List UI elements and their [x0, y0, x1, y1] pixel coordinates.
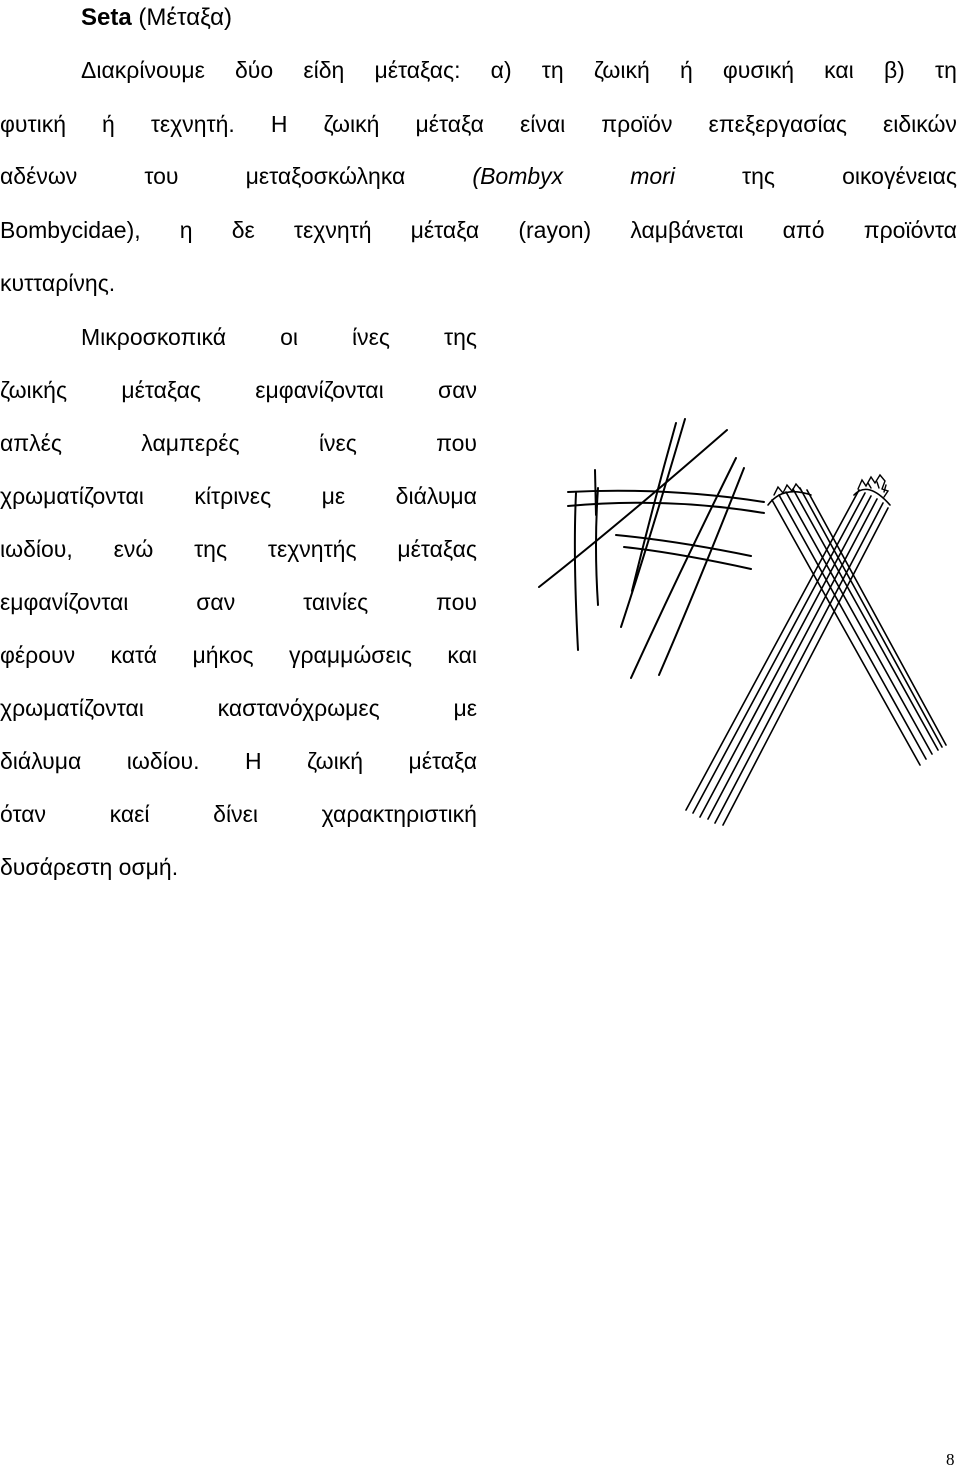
word: ιωδίου, — [0, 536, 73, 562]
word: οικογένειας — [842, 163, 957, 189]
word: με — [453, 695, 477, 721]
word: μέταξα — [408, 748, 477, 774]
word-italic: mori — [630, 163, 675, 189]
word: ίνες — [318, 430, 357, 456]
word: χρωματίζονται — [0, 483, 144, 509]
para1-line2 — [0, 109, 957, 139]
word: φυτική — [0, 111, 66, 137]
word: είδη — [303, 57, 345, 83]
word: εμφανίζονται — [0, 589, 129, 615]
para2-line7 — [0, 640, 477, 670]
word: κίτρινες — [194, 483, 272, 509]
word: καστανόχρωμες — [217, 695, 380, 721]
word: σαν — [196, 589, 236, 615]
word: ιωδίου. — [126, 748, 200, 774]
para2-line4 — [0, 481, 477, 511]
word: καεί — [109, 801, 150, 827]
para1-line1 — [81, 55, 957, 85]
word: μέταξας: — [374, 57, 461, 83]
word: που — [436, 430, 477, 456]
word: ζωική — [323, 111, 380, 137]
word: και — [824, 57, 854, 83]
natural-silk-fibers — [539, 419, 764, 678]
para2-line2 — [0, 375, 477, 405]
word: οι — [280, 324, 298, 350]
word: γραμμώσεις — [288, 642, 412, 668]
word: όταν — [0, 801, 47, 827]
para2-line11: δυσάρεστη οσμή. — [0, 854, 179, 880]
word: μεταξοσκώληκα — [245, 163, 406, 189]
word: Η — [270, 111, 288, 137]
heading-rest: (Μέταξα) — [131, 4, 233, 31]
word: προϊόν — [601, 111, 673, 137]
page-number: 8 — [946, 1450, 955, 1469]
word: β) — [883, 57, 905, 83]
word: της — [444, 324, 477, 350]
para2-line3 — [0, 428, 477, 458]
word: φυσική — [722, 57, 794, 83]
word: είναι — [520, 111, 566, 137]
word: ζωική — [307, 748, 363, 774]
para2-line6 — [0, 587, 477, 617]
word: που — [436, 589, 477, 615]
word: της — [194, 536, 228, 562]
word: η — [179, 217, 193, 243]
para2-line8 — [0, 693, 477, 723]
word: απλές — [0, 430, 63, 456]
word: προϊόντα — [863, 217, 957, 243]
word: αδένων — [0, 163, 78, 189]
word: Μικροσκοπικά — [81, 324, 227, 350]
word: ή — [102, 111, 115, 137]
word: μέταξα — [410, 217, 480, 243]
word: του — [144, 163, 179, 189]
word: ενώ — [113, 536, 154, 562]
word: με — [321, 483, 346, 509]
para2-line10 — [0, 799, 477, 829]
para2-line9 — [0, 746, 477, 776]
word-italic: (Bombyx — [472, 163, 564, 189]
word: χαρακτηριστική — [321, 801, 477, 827]
word: ίνες — [352, 324, 390, 350]
word: φέρουν — [0, 642, 76, 668]
word: τη — [541, 57, 564, 83]
para1-line5: κυτταρίνης. — [0, 270, 116, 296]
word: της — [742, 163, 775, 189]
word: σαν — [438, 377, 477, 403]
word: τεχνητή — [293, 217, 372, 243]
word: Διακρίνουμε — [81, 57, 205, 83]
para2-line5 — [0, 534, 477, 564]
word: Η — [244, 748, 262, 774]
word: κατά — [110, 642, 158, 668]
word: (rayon) — [518, 217, 592, 243]
word: μέταξας — [397, 536, 477, 562]
word: ειδικών — [882, 111, 957, 137]
artificial-silk-ribbons — [686, 488, 946, 825]
word: α) — [490, 57, 512, 83]
heading-bold: Seta — [81, 4, 132, 31]
word: μέταξας — [121, 377, 201, 403]
word: και — [447, 642, 477, 668]
para1-line4 — [0, 215, 957, 245]
word: τη — [934, 57, 957, 83]
word: από — [782, 217, 825, 243]
ribbon-frayed-ends — [774, 475, 888, 497]
word: λαμπερές — [141, 430, 240, 456]
word: εμφανίζονται — [255, 377, 384, 403]
word: χρωματίζονται — [0, 695, 144, 721]
word: τεχνητής — [267, 536, 357, 562]
word: ζωική — [593, 57, 650, 83]
word: μέταξα — [415, 111, 484, 137]
word: διάλυμα — [0, 748, 82, 774]
word: τεχνητή. — [150, 111, 235, 137]
word: δύο — [235, 57, 274, 83]
word: ταινίες — [303, 589, 369, 615]
section-heading — [81, 2, 232, 34]
word: μήκος — [192, 642, 254, 668]
word: δίνει — [213, 801, 258, 827]
word: λαμβάνεται — [630, 217, 744, 243]
word: διάλυμα — [395, 483, 477, 509]
word: επεξεργασίας — [708, 111, 847, 137]
word: ζωικής — [0, 377, 68, 403]
word: δε — [231, 217, 255, 243]
para2-line1 — [81, 322, 477, 352]
word: ή — [679, 57, 693, 83]
word: Bombycidae), — [0, 217, 141, 243]
fiber-illustration — [528, 355, 960, 835]
para1-line3 — [0, 161, 957, 191]
